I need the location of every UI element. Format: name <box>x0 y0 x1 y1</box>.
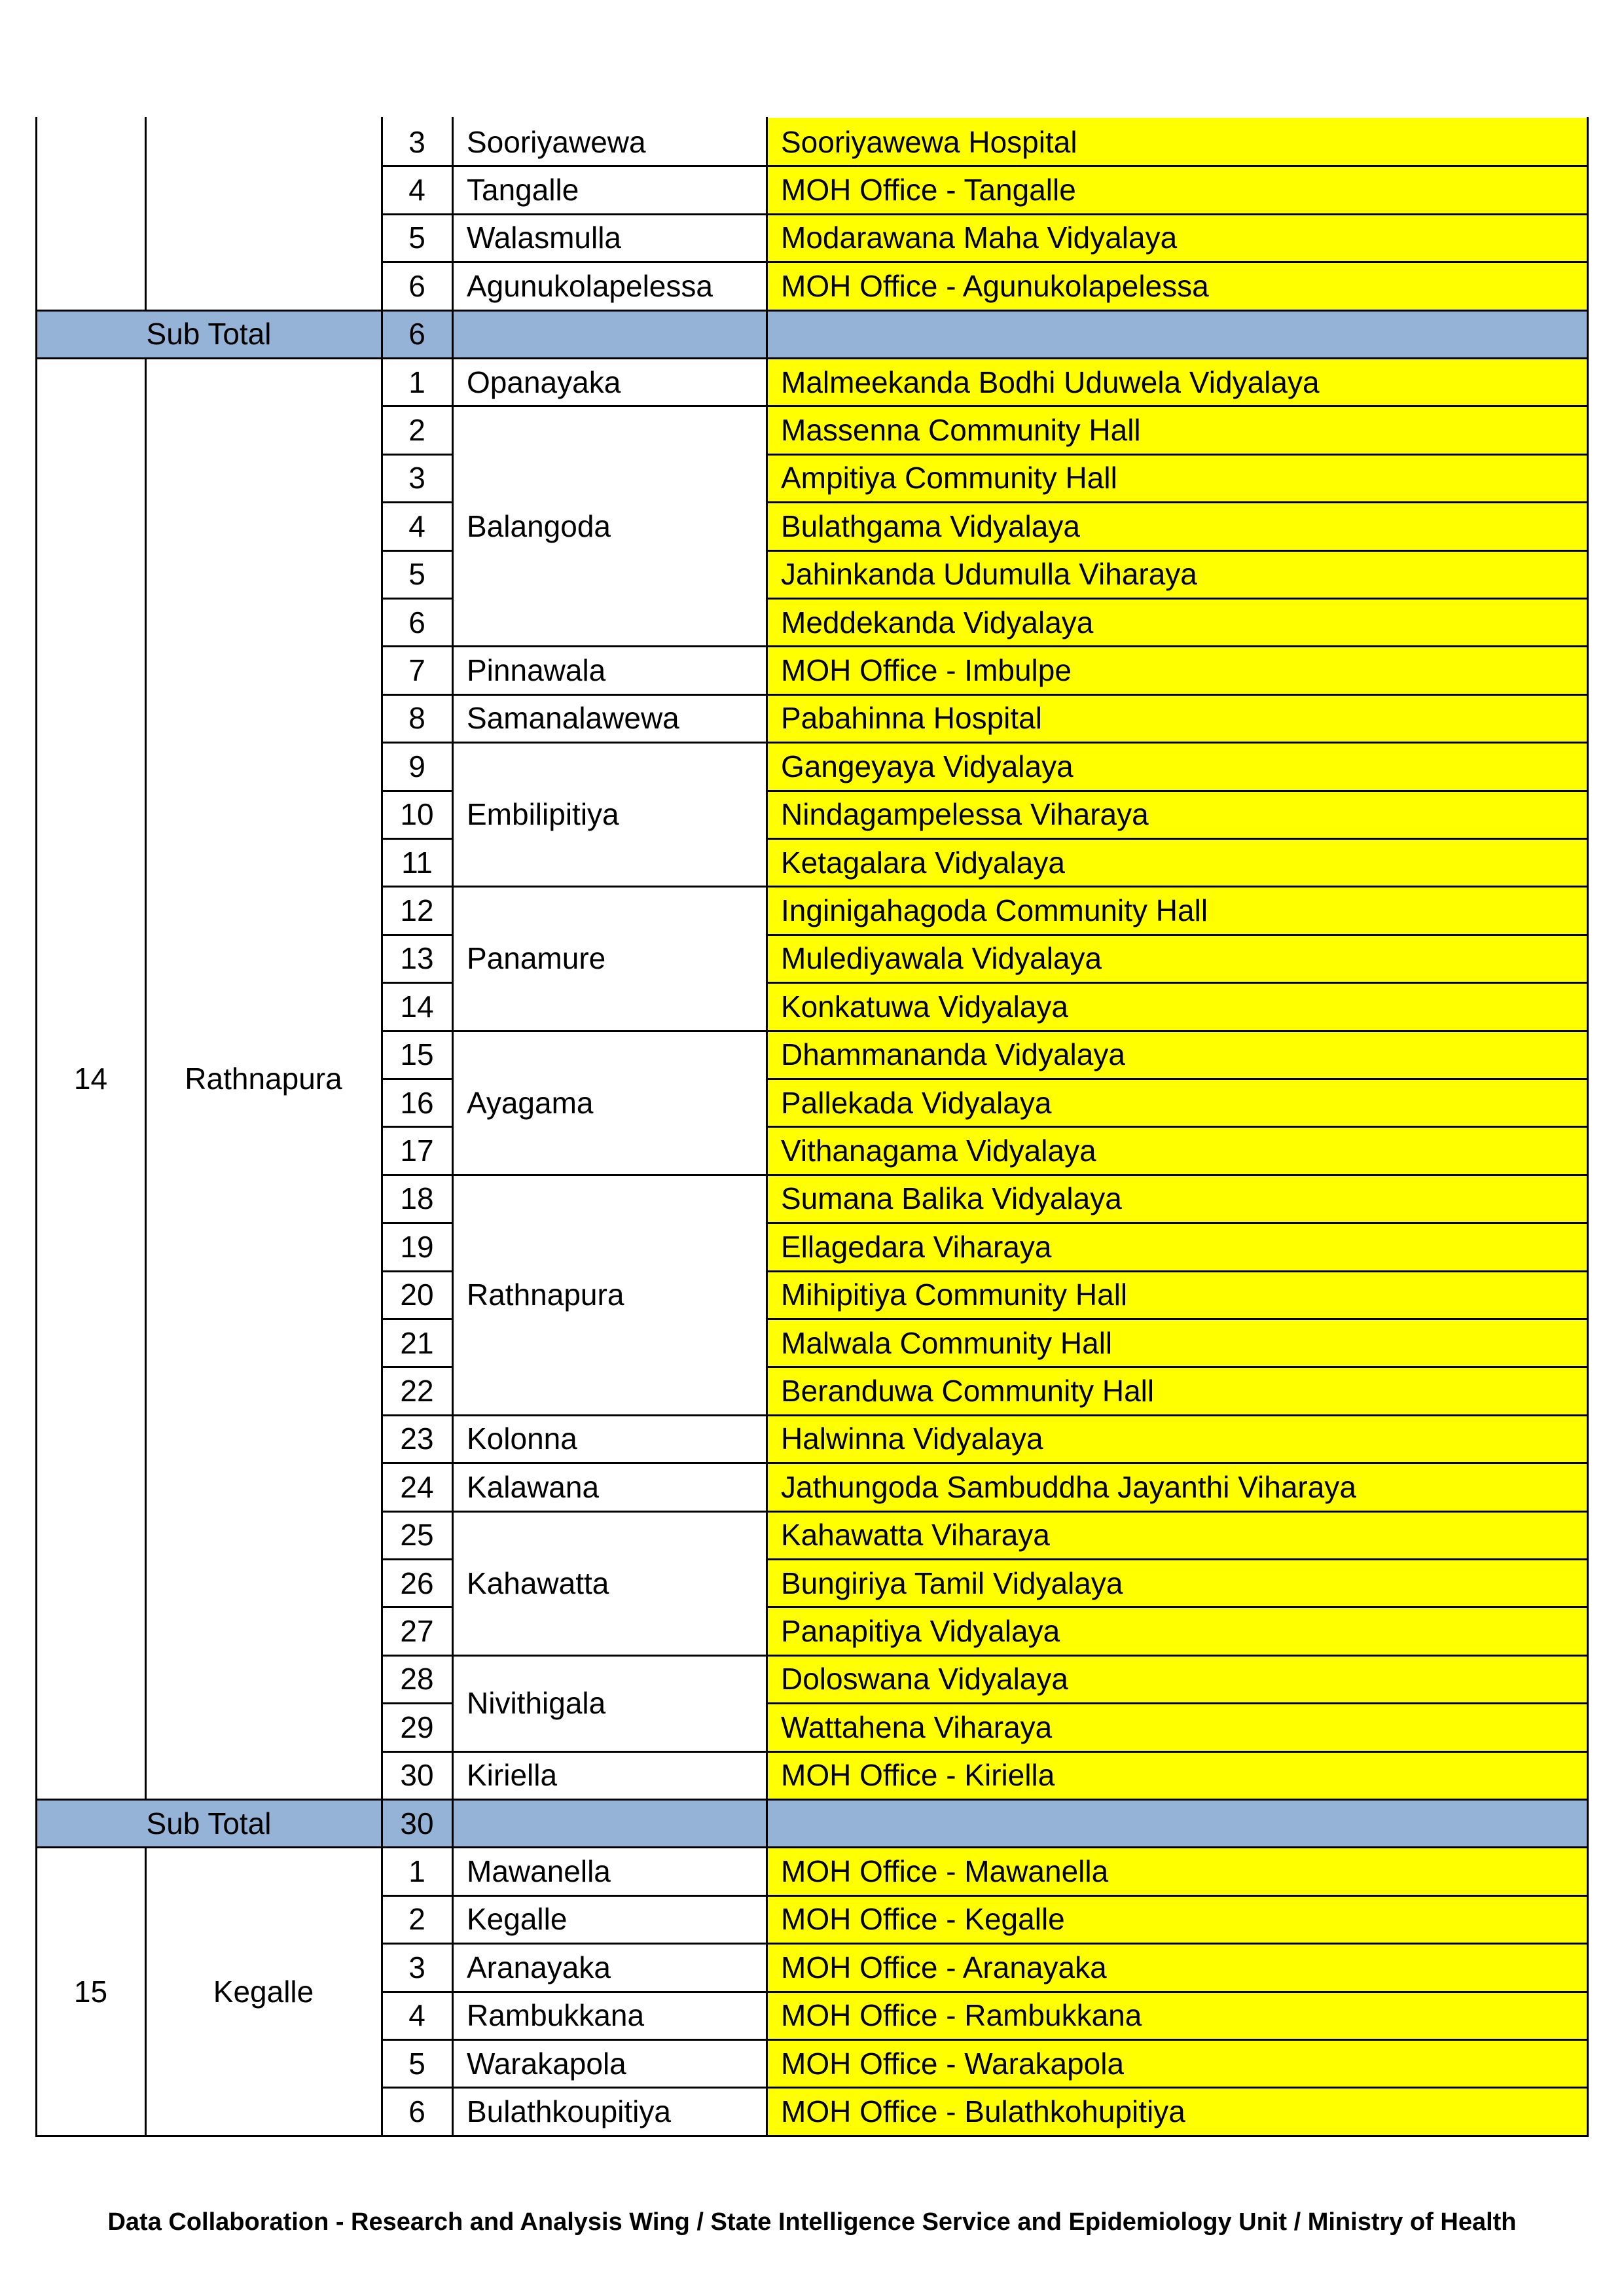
table-rule <box>381 645 454 647</box>
table-rule <box>766 694 1589 696</box>
table-rule <box>452 2039 768 2041</box>
table-rule <box>452 742 768 744</box>
center-location: MOH Office - Aranayaka <box>767 1943 1587 1991</box>
row-number: 29 <box>400 1710 434 1744</box>
row-number: 1 <box>408 1854 425 1889</box>
moh-area: Agunukolapelessa <box>467 268 713 303</box>
vaccination-centers-table <box>36 118 1587 2136</box>
table-rule <box>381 501 454 503</box>
row-number: 4 <box>408 173 425 207</box>
table-rule <box>381 1655 454 1657</box>
moh-area: Kiriella <box>467 1758 558 1793</box>
row-number: 4 <box>408 509 425 543</box>
table-rule <box>381 1366 454 1368</box>
table-rule <box>381 1126 454 1128</box>
table-rule <box>766 165 1589 167</box>
row-number: 5 <box>408 221 425 255</box>
moh-area: Kahawatta <box>467 1566 609 1600</box>
row-number: 30 <box>400 1758 434 1793</box>
row-number: 3 <box>408 461 425 495</box>
subtotal-value: 30 <box>382 1799 452 1847</box>
center-location: Beranduwa Community Hall <box>767 1367 1587 1414</box>
table-rule <box>452 261 768 263</box>
table-rule <box>766 550 1589 552</box>
table-rule <box>381 454 454 456</box>
table-rule <box>452 694 768 696</box>
row-number: 4 <box>408 1998 425 2033</box>
row-number: 2 <box>408 413 425 448</box>
table-rule <box>1587 310 1589 359</box>
table-rule <box>766 1558 1589 1560</box>
table-rule <box>381 1078 454 1080</box>
table-rule <box>452 1655 768 1657</box>
center-location: Mihipitiya Community Hall <box>767 1271 1587 1319</box>
table-rule <box>381 357 383 1801</box>
table-rule <box>145 117 147 312</box>
table-rule <box>766 1318 1589 1320</box>
moh-area: Rambukkana <box>467 1998 645 2033</box>
table-rule <box>452 886 768 888</box>
table-rule <box>452 1846 454 2136</box>
table-rule <box>381 1943 454 1945</box>
moh-area: Samanalawewa <box>467 701 679 736</box>
moh-area: Kolonna <box>467 1422 577 1456</box>
table-rule <box>381 838 454 840</box>
table-rule <box>452 1751 768 1753</box>
table-rule <box>381 598 454 600</box>
table-rule <box>1587 1799 1589 1848</box>
row-number: 17 <box>400 1134 434 1168</box>
row-number: 12 <box>400 893 434 928</box>
moh-area: Kalawana <box>467 1469 600 1504</box>
row-number: 6 <box>408 268 425 303</box>
moh-area: Ayagama <box>467 1085 594 1120</box>
table-rule <box>35 310 37 359</box>
table-rule <box>381 2087 454 2089</box>
table-rule <box>452 310 454 359</box>
table-rule <box>381 2039 454 2041</box>
center-location: Inginigahagoda Community Hall <box>767 886 1587 934</box>
table-rule <box>381 550 454 552</box>
center-location: Ellagedara Viharaya <box>767 1223 1587 1270</box>
table-rule <box>35 1846 37 2136</box>
moh-area: Tangalle <box>467 173 579 207</box>
table-rule <box>766 357 768 1801</box>
center-location: Nindagampelessa Viharaya <box>767 791 1587 838</box>
row-number: 10 <box>400 797 434 832</box>
table-rule <box>452 1943 768 1945</box>
table-rule <box>35 310 1589 312</box>
table-rule <box>766 1414 1589 1416</box>
table-rule <box>766 1030 1589 1032</box>
row-number: 20 <box>400 1278 434 1312</box>
center-location: MOH Office - Kegalle <box>767 1895 1587 1943</box>
moh-area: Rathnapura <box>467 1278 624 1312</box>
table-rule <box>766 982 1589 984</box>
table-rule <box>381 982 454 984</box>
table-rule <box>452 1511 768 1513</box>
table-rule <box>381 1174 454 1176</box>
center-location: MOH Office - Rambukkana <box>767 1992 1587 2039</box>
center-location: Panapitiya Vidyalaya <box>767 1607 1587 1655</box>
moh-area: Warakapola <box>467 2046 626 2081</box>
center-location: MOH Office - Mawanella <box>767 1847 1587 1895</box>
table-rule <box>452 1991 768 1993</box>
row-number: 3 <box>408 1950 425 1984</box>
center-location: Mulediyawala Vidyalaya <box>767 935 1587 982</box>
table-rule <box>1587 1846 1589 2136</box>
table-rule <box>381 117 383 312</box>
table-rule <box>381 261 454 263</box>
table-rule <box>381 934 454 936</box>
table-rule <box>381 1222 454 1224</box>
center-location: Sumana Balika Vidyalaya <box>767 1175 1587 1223</box>
table-rule <box>766 213 1589 215</box>
table-rule <box>452 1895 768 1897</box>
row-number: 15 <box>400 1037 434 1072</box>
row-number: 11 <box>401 845 433 880</box>
table-rule <box>766 1511 1589 1513</box>
row-number: 6 <box>408 605 425 639</box>
table-rule <box>452 1030 768 1032</box>
page-footer: Data Collaboration - Research and Analysis Wing / State Intelligence Service and Epidemiology Unit / Ministry of Health <box>107 2208 1517 2236</box>
table-rule <box>766 1846 768 2136</box>
moh-area: Panamure <box>467 941 606 976</box>
table-rule <box>35 357 1589 359</box>
table-rule <box>1587 357 1589 1801</box>
center-location: Wattahena Viharaya <box>767 1703 1587 1751</box>
table-rule <box>766 598 1589 600</box>
row-number: 13 <box>400 941 434 976</box>
moh-area: Mawanella <box>467 1854 611 1889</box>
table-rule <box>145 357 147 1801</box>
table-rule <box>766 1799 768 1848</box>
center-location: MOH Office - Agunukolapelessa <box>767 262 1587 310</box>
center-location: Sooriyawewa Hospital <box>767 118 1587 166</box>
moh-area: Walasmulla <box>467 221 622 255</box>
row-number: 27 <box>400 1614 434 1649</box>
table-rule <box>766 1943 1589 1945</box>
table-rule <box>1587 117 1589 312</box>
table-rule <box>381 310 383 359</box>
row-number: 1 <box>408 365 425 399</box>
table-rule <box>452 405 768 407</box>
table-rule <box>452 1414 768 1416</box>
center-location: Konkatuwa Vidyalaya <box>767 982 1587 1030</box>
center-location: Pallekada Vidyalaya <box>767 1079 1587 1126</box>
row-number: 14 <box>400 989 434 1024</box>
table-rule <box>766 1751 1589 1753</box>
table-rule <box>766 1078 1589 1080</box>
center-location: MOH Office - Kiriella <box>767 1751 1587 1799</box>
table-rule <box>35 117 37 312</box>
moh-area: Pinnawala <box>467 653 606 688</box>
table-rule <box>766 790 1589 792</box>
table-rule <box>766 934 1589 936</box>
table-rule <box>452 645 768 647</box>
moh-area: Nivithigala <box>467 1686 606 1721</box>
center-location: Malwala Community Hall <box>767 1319 1587 1367</box>
row-number: 3 <box>408 124 425 159</box>
table-rule <box>381 165 454 167</box>
moh-area: Sooriyawewa <box>467 124 646 159</box>
row-number: 5 <box>408 557 425 592</box>
table-rule <box>381 1511 454 1513</box>
row-number: 5 <box>408 2046 425 2081</box>
moh-area: Aranayaka <box>467 1950 611 1984</box>
center-location: Ketagalara Vidyalaya <box>767 838 1587 886</box>
table-rule <box>766 1222 1589 1224</box>
moh-area: Balangoda <box>467 509 611 543</box>
table-rule <box>766 501 1589 503</box>
center-location: Gangeyaya Vidyalaya <box>767 742 1587 790</box>
center-location: Modarawana Maha Vidyalaya <box>767 214 1587 262</box>
center-location: Bulathgama Vidyalaya <box>767 502 1587 550</box>
table-rule <box>381 1895 454 1897</box>
district-number: 14 <box>73 1062 108 1096</box>
table-rule <box>381 1462 454 1464</box>
table-rule <box>381 886 454 888</box>
table-rule <box>35 1799 1589 1801</box>
center-location: MOH Office - Warakapola <box>767 2039 1587 2087</box>
district-name: Kegalle <box>213 1974 314 2009</box>
center-location: Bungiriya Tamil Vidyalaya <box>767 1559 1587 1607</box>
row-number: 19 <box>400 1229 434 1264</box>
table-rule <box>766 1702 1589 1704</box>
table-rule <box>381 742 454 744</box>
table-rule <box>145 1846 147 2136</box>
moh-area: Kegalle <box>467 1902 568 1937</box>
row-number: 25 <box>400 1518 434 1552</box>
table-rule <box>35 1846 1589 1848</box>
center-location: Pabahinna Hospital <box>767 694 1587 742</box>
table-rule <box>381 1751 454 1753</box>
center-location: MOH Office - Imbulpe <box>767 646 1587 694</box>
row-number: 22 <box>400 1374 434 1408</box>
table-rule <box>381 790 454 792</box>
center-location: Vithanagama Vidyalaya <box>767 1126 1587 1174</box>
table-rule <box>766 1270 1589 1272</box>
table-rule <box>766 310 768 359</box>
row-number: 7 <box>408 653 425 688</box>
table-rule <box>766 1655 1589 1657</box>
table-rule <box>381 1799 383 1848</box>
district-name: Rathnapura <box>185 1062 342 1096</box>
table-rule <box>766 1126 1589 1128</box>
table-rule <box>766 1174 1589 1176</box>
row-number: 28 <box>400 1662 434 1696</box>
table-rule <box>381 1558 454 1560</box>
subtotal-label: Sub Total <box>36 1799 382 1847</box>
row-number: 21 <box>400 1325 434 1360</box>
table-rule <box>381 1270 454 1272</box>
table-rule <box>381 1991 454 1993</box>
row-number: 9 <box>408 749 425 783</box>
table-rule <box>381 1030 454 1032</box>
center-location: Massenna Community Hall <box>767 406 1587 454</box>
center-location: Dhammananda Vidyalaya <box>767 1031 1587 1079</box>
table-rule <box>381 1702 454 1704</box>
center-location: MOH Office - Bulathkohupitiya <box>767 2087 1587 2135</box>
table-rule <box>766 405 1589 407</box>
table-rule <box>766 1462 1589 1464</box>
table-rule <box>452 1462 768 1464</box>
row-number: 6 <box>408 2094 425 2129</box>
table-rule <box>766 2087 1589 2089</box>
center-location: Meddekanda Vidyalaya <box>767 598 1587 646</box>
center-location: MOH Office - Tangalle <box>767 166 1587 213</box>
center-location: Jathungoda Sambuddha Jayanthi Viharaya <box>767 1463 1587 1511</box>
table-rule <box>452 1174 768 1176</box>
center-location: Malmeekanda Bodhi Uduwela Vidyalaya <box>767 358 1587 406</box>
moh-area: Opanayaka <box>467 365 621 399</box>
row-number: 18 <box>400 1181 434 1216</box>
table-rule <box>766 886 1589 888</box>
table-rule <box>452 213 768 215</box>
center-location: Ampitiya Community Hall <box>767 454 1587 502</box>
row-number: 24 <box>400 1469 434 1504</box>
row-number: 16 <box>400 1085 434 1120</box>
center-location: Doloswana Vidyalaya <box>767 1655 1587 1703</box>
district-number: 15 <box>73 1974 108 2009</box>
table-rule <box>766 1895 1589 1897</box>
table-rule <box>35 2135 1589 2137</box>
table-rule <box>381 1414 454 1416</box>
row-number: 26 <box>400 1566 434 1600</box>
table-rule <box>766 261 1589 263</box>
row-number: 2 <box>408 1902 425 1937</box>
table-rule <box>452 1799 454 1848</box>
table-rule <box>381 694 454 696</box>
table-rule <box>766 117 768 312</box>
table-rule <box>766 2039 1589 2041</box>
table-rule <box>452 2087 768 2089</box>
table-rule <box>381 405 454 407</box>
moh-area: Embilipitiya <box>467 797 619 832</box>
table-rule <box>766 838 1589 840</box>
table-rule <box>766 742 1589 744</box>
table-rule <box>381 1846 383 2136</box>
table-rule <box>381 1318 454 1320</box>
table-rule <box>35 1799 37 1848</box>
table-rule <box>452 357 454 1801</box>
center-location: Halwinna Vidyalaya <box>767 1415 1587 1463</box>
subtotal-value: 6 <box>382 310 452 358</box>
table-rule <box>381 1606 454 1608</box>
table-rule <box>452 117 454 312</box>
table-rule <box>381 213 454 215</box>
row-number: 8 <box>408 701 425 736</box>
table-rule <box>766 1366 1589 1368</box>
row-number: 23 <box>400 1422 434 1456</box>
table-rule <box>766 1991 1589 1993</box>
table-rule <box>35 357 37 1801</box>
table-rule <box>452 165 768 167</box>
table-rule <box>766 1606 1589 1608</box>
moh-area: Bulathkoupitiya <box>467 2094 671 2129</box>
center-location: Kahawatta Viharaya <box>767 1511 1587 1559</box>
table-rule <box>766 645 1589 647</box>
center-location: Jahinkanda Udumulla Viharaya <box>767 550 1587 598</box>
table-rule <box>766 454 1589 456</box>
subtotal-label: Sub Total <box>36 310 382 358</box>
